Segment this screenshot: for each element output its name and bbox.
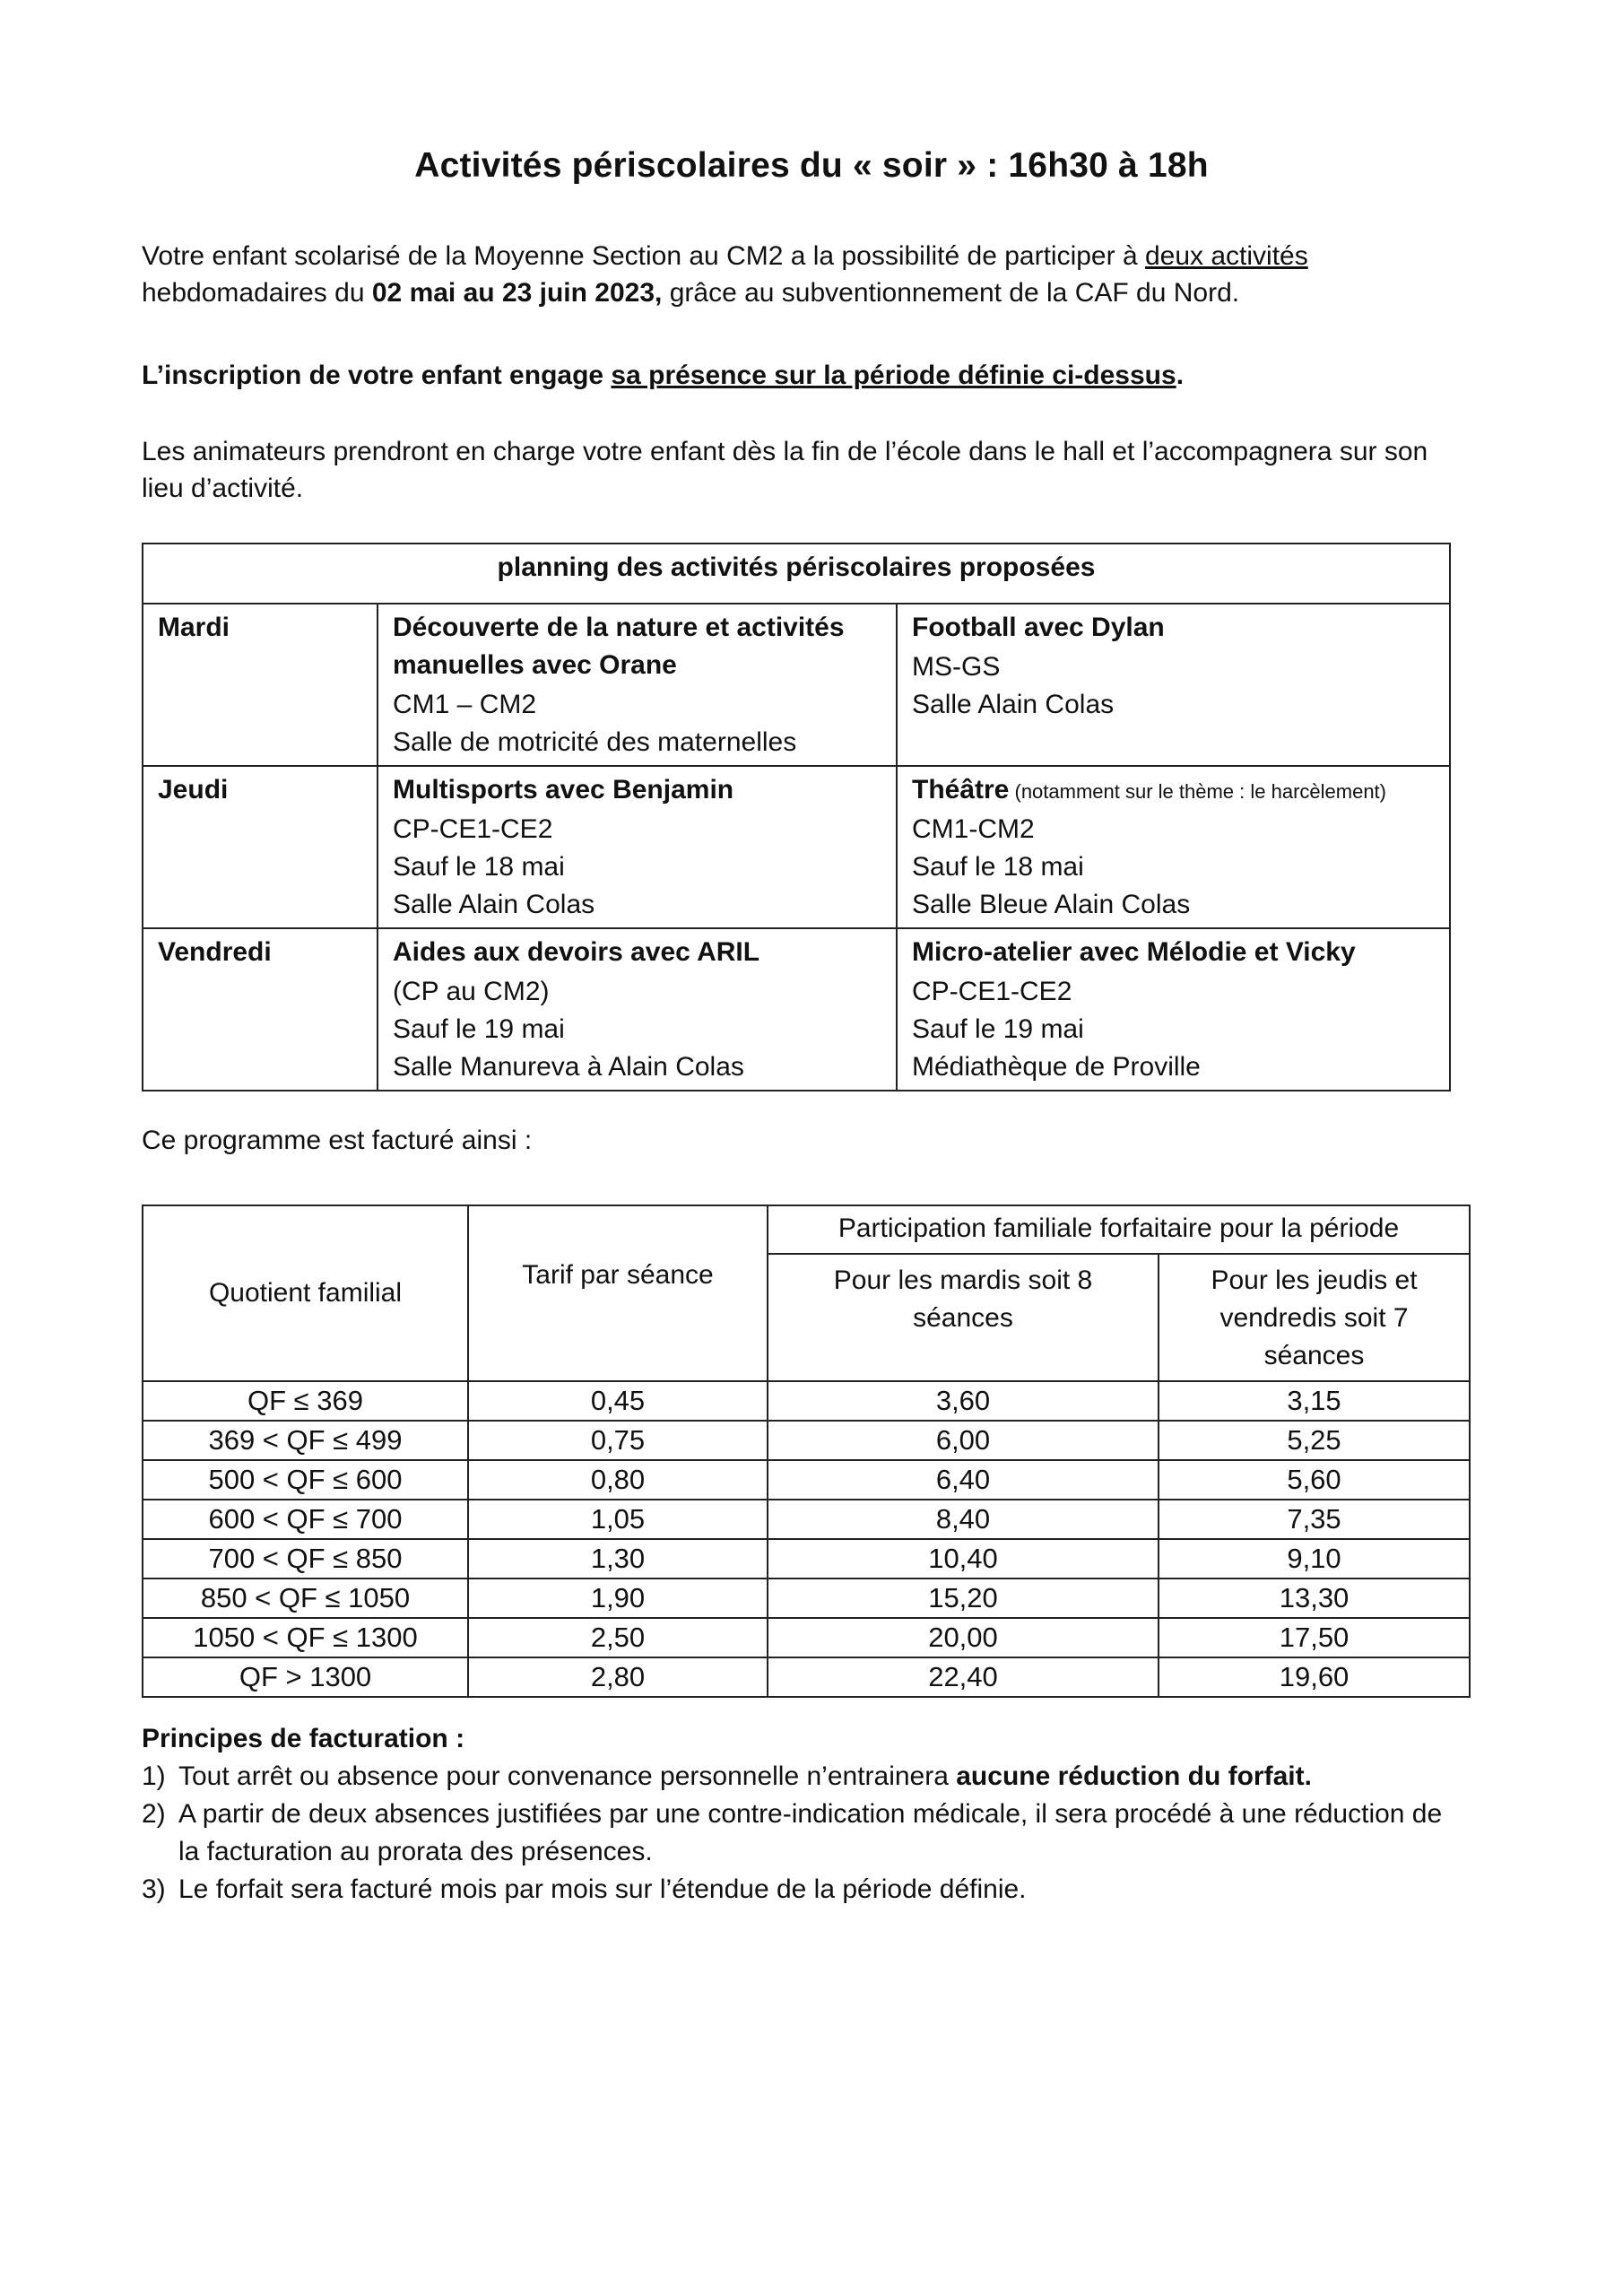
billing-principles xyxy=(142,1720,1469,1909)
page-title: Activités périscolaires du « soir » : 16h30 à 18h xyxy=(414,146,1209,185)
header-tarif-par-seance: Tarif par séance xyxy=(468,1205,768,1381)
qf-range: 369 < QF ≤ 499 xyxy=(143,1421,468,1460)
jeudis-value: 5,60 xyxy=(1159,1460,1470,1500)
jeudis-value: 19,60 xyxy=(1159,1657,1470,1697)
qf-range: 600 < QF ≤ 700 xyxy=(143,1500,468,1539)
activity-detail: Sauf le 19 mai xyxy=(912,1014,1084,1044)
activity-title: Multisports avec Benjamin xyxy=(393,775,734,804)
qf-range: QF > 1300 xyxy=(143,1657,468,1697)
activity-cell xyxy=(897,928,1450,1091)
item-number: 1) xyxy=(142,1761,166,1791)
tarif-row xyxy=(143,1421,1470,1460)
tarif-row xyxy=(143,1381,1470,1421)
intro-paragraph-3: Les animateurs prendront en charge votre enfant dès la fin de l’école dans le hall et l’accompagnera sur son lieu d’activité. xyxy=(142,437,1428,503)
header-participation: Participation familiale forfaitaire pour la période xyxy=(768,1205,1470,1254)
activity-detail: Sauf le 18 mai xyxy=(912,852,1084,882)
activity-detail: CP-CE1-CE2 xyxy=(393,814,553,844)
intro-underlined-bold-text: sa présence sur la période définie ci-dessus xyxy=(611,361,1176,390)
intro-text: grâce au subventionnement de la CAF du Nord. xyxy=(662,278,1240,308)
intro-text: hebdomadaires du xyxy=(142,278,372,308)
activity-detail: Salle de motricité des maternelles xyxy=(393,727,797,757)
day-label: Mardi xyxy=(143,604,378,766)
tarif-value: 1,30 xyxy=(468,1539,768,1578)
activity-detail: Salle Alain Colas xyxy=(912,690,1115,719)
tarif-row xyxy=(143,1460,1470,1500)
item-text: A partir de deux absences justifiées par une contre-indication médicale, il sera procédé à une réduction de la facturation au prorata des présences. xyxy=(178,1799,1443,1866)
qf-range: 700 < QF ≤ 850 xyxy=(143,1539,468,1578)
list-item xyxy=(142,1871,1469,1909)
qf-range: 1050 < QF ≤ 1300 xyxy=(143,1618,468,1657)
intro-underlined-text: deux activités xyxy=(1144,241,1308,271)
intro-bold-text: L’inscription de votre enfant engage xyxy=(142,361,612,390)
header-quotient-familial: Quotient familial xyxy=(143,1205,468,1381)
jeudis-value: 9,10 xyxy=(1159,1539,1470,1578)
tarif-row xyxy=(143,1578,1470,1618)
jeudis-value: 7,35 xyxy=(1159,1500,1470,1539)
activity-title: Football avec Dylan xyxy=(912,613,1165,642)
header-jeudis-vendredis: Pour les jeudis et vendredis soit 7 séances xyxy=(1159,1254,1470,1381)
mardis-value: 10,40 xyxy=(768,1539,1159,1578)
activity-title: Micro-atelier avec Mélodie et Vicky xyxy=(912,937,1356,967)
billing-intro: Ce programme est facturé ainsi : xyxy=(142,1126,533,1155)
tarif-row xyxy=(143,1618,1470,1657)
planning-row-vendredi xyxy=(143,928,1450,1091)
activity-detail: Salle Manureva à Alain Colas xyxy=(393,1052,744,1082)
intro-period: . xyxy=(1176,361,1185,390)
activity-detail: CM1 – CM2 xyxy=(393,690,537,719)
activity-detail: Médiathèque de Proville xyxy=(912,1052,1201,1082)
tarif-value: 0,75 xyxy=(468,1421,768,1460)
list-item xyxy=(142,1796,1469,1871)
activity-cell xyxy=(897,766,1450,928)
item-text: Tout arrêt ou absence pour convenance personnelle n’entrainera xyxy=(178,1761,957,1791)
mardis-value: 20,00 xyxy=(768,1618,1159,1657)
activity-detail: CM1-CM2 xyxy=(912,814,1035,844)
item-bold-text: aucune réduction du forfait. xyxy=(956,1761,1312,1791)
mardis-value: 22,40 xyxy=(768,1657,1159,1697)
mardis-value: 6,00 xyxy=(768,1421,1159,1460)
mardis-value: 8,40 xyxy=(768,1500,1159,1539)
activity-title: Théâtre (notamment sur le thème : le harcèlement) xyxy=(912,775,1386,804)
item-text: Le forfait sera facturé mois par mois sur l’étendue de la période définie. xyxy=(178,1874,1027,1904)
activity-cell xyxy=(378,766,897,928)
activity-cell xyxy=(378,604,897,766)
activity-detail: Salle Alain Colas xyxy=(393,890,595,919)
jeudis-value: 17,50 xyxy=(1159,1618,1470,1657)
tarif-row xyxy=(143,1500,1470,1539)
mardis-value: 6,40 xyxy=(768,1460,1159,1500)
planning-table xyxy=(142,543,1451,1091)
tarif-value: 2,80 xyxy=(468,1657,768,1697)
mardis-value: 3,60 xyxy=(768,1381,1159,1421)
qf-range: QF ≤ 369 xyxy=(143,1381,468,1421)
tarif-row xyxy=(143,1657,1470,1697)
planning-row-jeudi xyxy=(143,766,1450,928)
intro-paragraph-2 xyxy=(142,357,1469,394)
planning-header: planning des activités périscolaires proposées xyxy=(143,544,1450,604)
day-label: Jeudi xyxy=(143,766,378,928)
jeudis-value: 13,30 xyxy=(1159,1578,1470,1618)
list-item xyxy=(142,1758,1469,1796)
tarif-value: 1,05 xyxy=(468,1500,768,1539)
jeudis-value: 5,25 xyxy=(1159,1421,1470,1460)
principles-heading: Principes de facturation : xyxy=(142,1724,465,1753)
principles-list xyxy=(142,1758,1469,1909)
planning-row-mardi xyxy=(143,604,1450,766)
day-label: Vendredi xyxy=(143,928,378,1091)
tarif-value: 0,45 xyxy=(468,1381,768,1421)
qf-range: 850 < QF ≤ 1050 xyxy=(143,1578,468,1618)
tarif-value: 0,80 xyxy=(468,1460,768,1500)
item-number: 3) xyxy=(142,1874,166,1904)
activity-detail: MS-GS xyxy=(912,652,1001,682)
activity-cell xyxy=(378,928,897,1091)
activity-title: Aides aux devoirs avec ARIL xyxy=(393,937,760,967)
activity-detail: CP-CE1-CE2 xyxy=(912,977,1072,1006)
tarif-value: 1,90 xyxy=(468,1578,768,1618)
activity-detail: Salle Bleue Alain Colas xyxy=(912,890,1191,919)
tarif-table xyxy=(142,1205,1471,1698)
tarif-row xyxy=(143,1539,1470,1578)
item-number: 2) xyxy=(142,1799,166,1829)
intro-text: Votre enfant scolarisé de la Moyenne Section au CM2 a la possibilité de participer à xyxy=(142,241,1145,271)
intro-dates: 02 mai au 23 juin 2023, xyxy=(371,278,663,308)
intro-paragraph-1 xyxy=(142,238,1469,311)
tarif-value: 2,50 xyxy=(468,1618,768,1657)
mardis-value: 15,20 xyxy=(768,1578,1159,1618)
header-mardis: Pour les mardis soit 8 séances xyxy=(768,1254,1159,1381)
activity-detail: Sauf le 18 mai xyxy=(393,852,565,882)
jeudis-value: 3,15 xyxy=(1159,1381,1470,1421)
activity-detail: Sauf le 19 mai xyxy=(393,1014,565,1044)
qf-range: 500 < QF ≤ 600 xyxy=(143,1460,468,1500)
activity-detail: (CP au CM2) xyxy=(393,977,550,1006)
activity-cell xyxy=(897,604,1450,766)
activity-title: Découverte de la nature et activités manuelles avec Orane xyxy=(393,613,845,680)
